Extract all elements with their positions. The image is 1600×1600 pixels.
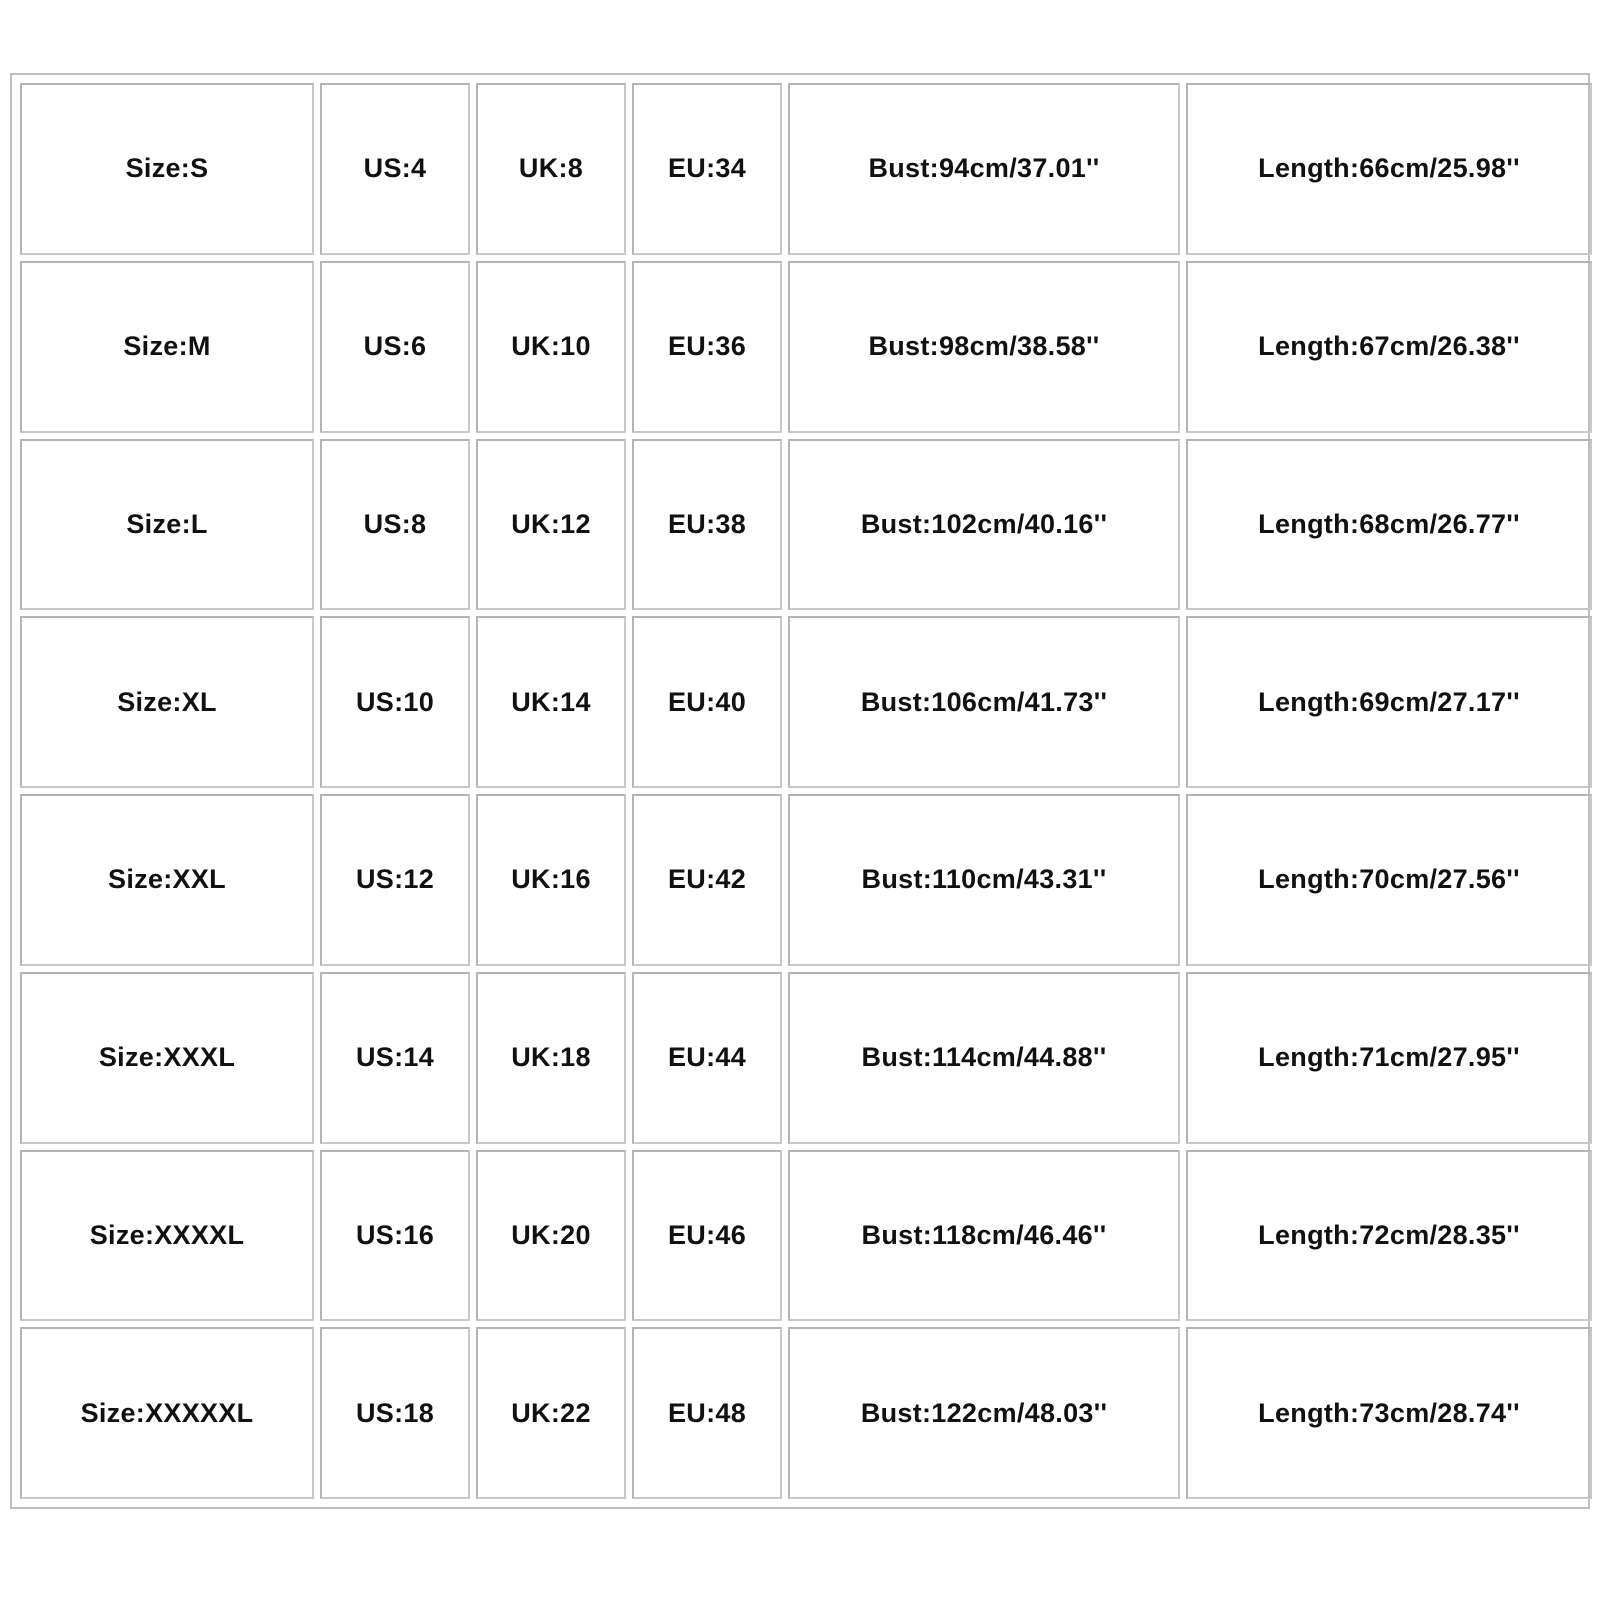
size-cell: Size:L: [20, 439, 314, 611]
eu-size-cell: EU:46: [632, 1150, 782, 1322]
size-chart-table: [14, 77, 1598, 1505]
eu-size-cell: EU:34: [632, 83, 782, 255]
us-size-cell: US:12: [320, 794, 470, 966]
eu-size-cell: EU:44: [632, 972, 782, 1144]
table-row: [20, 794, 1592, 966]
table-row: [20, 83, 1592, 255]
eu-size-cell: EU:36: [632, 261, 782, 433]
uk-size-cell: UK:14: [476, 616, 626, 788]
table-row: [20, 439, 1592, 611]
size-cell: Size:XXXXXL: [20, 1327, 314, 1499]
bust-cell: Bust:122cm/48.03'': [788, 1327, 1180, 1499]
length-cell: Length:68cm/26.77'': [1186, 439, 1592, 611]
size-cell: Size:XXXXL: [20, 1150, 314, 1322]
bust-cell: Bust:118cm/46.46'': [788, 1150, 1180, 1322]
bust-cell: Bust:106cm/41.73'': [788, 616, 1180, 788]
eu-size-cell: EU:42: [632, 794, 782, 966]
length-cell: Length:70cm/27.56'': [1186, 794, 1592, 966]
us-size-cell: US:10: [320, 616, 470, 788]
length-cell: Length:71cm/27.95'': [1186, 972, 1592, 1144]
size-cell: Size:XXXL: [20, 972, 314, 1144]
table-row: [20, 616, 1592, 788]
length-cell: Length:69cm/27.17'': [1186, 616, 1592, 788]
eu-size-cell: EU:48: [632, 1327, 782, 1499]
size-cell: Size:XL: [20, 616, 314, 788]
uk-size-cell: UK:16: [476, 794, 626, 966]
size-cell: Size:XXL: [20, 794, 314, 966]
us-size-cell: US:4: [320, 83, 470, 255]
uk-size-cell: UK:12: [476, 439, 626, 611]
us-size-cell: US:16: [320, 1150, 470, 1322]
us-size-cell: US:8: [320, 439, 470, 611]
bust-cell: Bust:110cm/43.31'': [788, 794, 1180, 966]
us-size-cell: US:6: [320, 261, 470, 433]
us-size-cell: US:18: [320, 1327, 470, 1499]
uk-size-cell: UK:18: [476, 972, 626, 1144]
table-row: [20, 261, 1592, 433]
bust-cell: Bust:98cm/38.58'': [788, 261, 1180, 433]
bust-cell: Bust:102cm/40.16'': [788, 439, 1180, 611]
table-row: [20, 1150, 1592, 1322]
length-cell: Length:67cm/26.38'': [1186, 261, 1592, 433]
uk-size-cell: UK:10: [476, 261, 626, 433]
table-row: [20, 1327, 1592, 1499]
us-size-cell: US:14: [320, 972, 470, 1144]
eu-size-cell: EU:40: [632, 616, 782, 788]
table-row: [20, 972, 1592, 1144]
eu-size-cell: EU:38: [632, 439, 782, 611]
length-cell: Length:73cm/28.74'': [1186, 1327, 1592, 1499]
uk-size-cell: UK:8: [476, 83, 626, 255]
size-cell: Size:M: [20, 261, 314, 433]
length-cell: Length:66cm/25.98'': [1186, 83, 1592, 255]
uk-size-cell: UK:20: [476, 1150, 626, 1322]
bust-cell: Bust:94cm/37.01'': [788, 83, 1180, 255]
size-cell: Size:S: [20, 83, 314, 255]
uk-size-cell: UK:22: [476, 1327, 626, 1499]
bust-cell: Bust:114cm/44.88'': [788, 972, 1180, 1144]
length-cell: Length:72cm/28.35'': [1186, 1150, 1592, 1322]
